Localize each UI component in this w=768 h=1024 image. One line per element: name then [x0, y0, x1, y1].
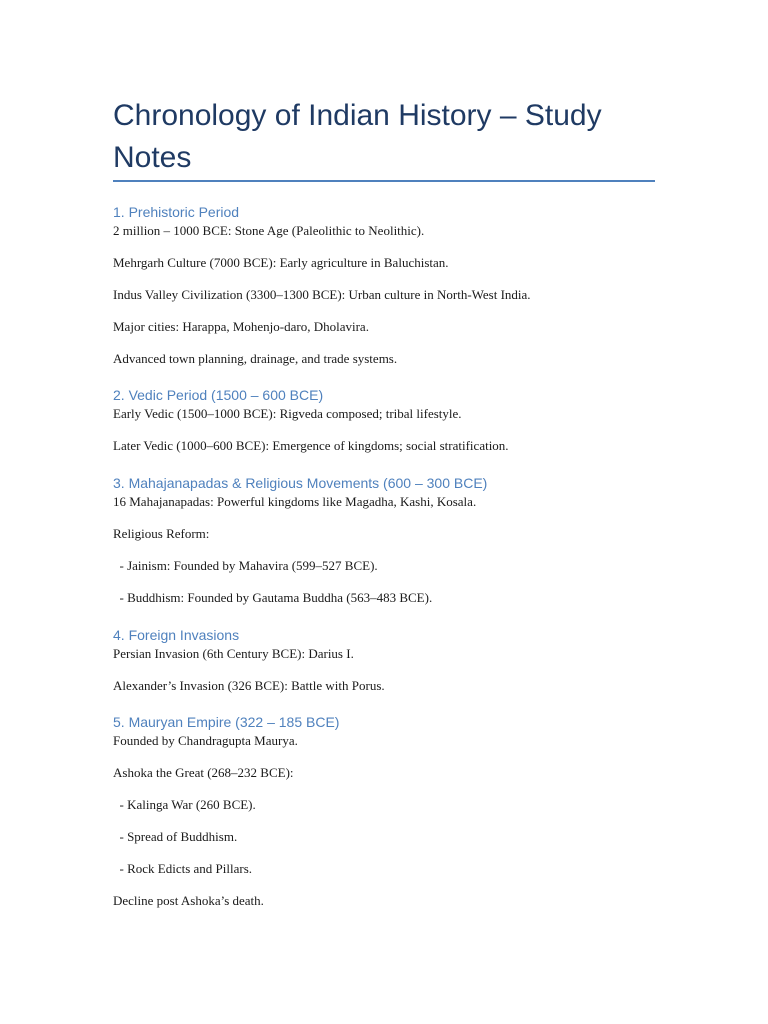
section-vedic-period — [113, 384, 655, 470]
page-title: Chronology of Indian History – Study Notes — [113, 99, 602, 174]
section-line: Founded by Chandragupta Maurya. — [113, 733, 298, 748]
section-line: Major cities: Harappa, Mohenjo-daro, Dholavira. — [113, 319, 369, 334]
section-line: Later Vedic (1000–600 BCE): Emergence of kingdoms; social stratification. — [113, 438, 509, 453]
section-foreign-invasions — [113, 624, 655, 710]
section-line: Alexander’s Invasion (326 BCE): Battle with Porus. — [113, 678, 385, 693]
section-line: - Kalinga War (260 BCE). — [113, 797, 256, 812]
section-heading: 2. Vedic Period (1500 – 600 BCE) — [113, 387, 324, 403]
section-mahajanapadas — [113, 472, 655, 622]
section-line: 16 Mahajanapadas: Powerful kingdoms like Magadha, Kashi, Kosala. — [113, 494, 477, 509]
section-line: Ashoka the Great (268–232 BCE): — [113, 765, 294, 780]
section-line: Indus Valley Civilization (3300–1300 BCE): Urban culture in North-West India. — [113, 287, 531, 302]
title-divider — [113, 180, 655, 182]
section-line: Persian Invasion (6th Century BCE): Darius I. — [113, 646, 354, 661]
section-heading: 5. Mauryan Empire (322 – 185 BCE) — [113, 714, 340, 730]
section-heading: 4. Foreign Invasions — [113, 627, 240, 643]
section-prehistoric-period — [113, 201, 655, 383]
section-heading: 1. Prehistoric Period — [113, 204, 240, 220]
section-mauryan-empire — [113, 711, 655, 925]
section-heading: 3. Mahajanapadas & Religious Movements (600 – 300 BCE) — [113, 475, 488, 491]
section-line: - Spread of Buddhism. — [113, 829, 238, 844]
section-line: - Rock Edicts and Pillars. — [113, 861, 253, 876]
section-line: - Jainism: Founded by Mahavira (599–527 BCE). — [113, 558, 378, 573]
section-line: Advanced town planning, drainage, and trade systems. — [113, 351, 398, 366]
section-line: 2 million – 1000 BCE: Stone Age (Paleolithic to Neolithic). — [113, 223, 425, 238]
section-line: - Buddhism: Founded by Gautama Buddha (563–483 BCE). — [113, 590, 433, 605]
section-line: Decline post Ashoka’s death. — [113, 893, 264, 908]
section-line: Mehrgarh Culture (7000 BCE): Early agriculture in Baluchistan. — [113, 255, 449, 270]
section-line: Religious Reform: — [113, 526, 210, 541]
section-line: Early Vedic (1500–1000 BCE): Rigveda composed; tribal lifestyle. — [113, 406, 462, 421]
